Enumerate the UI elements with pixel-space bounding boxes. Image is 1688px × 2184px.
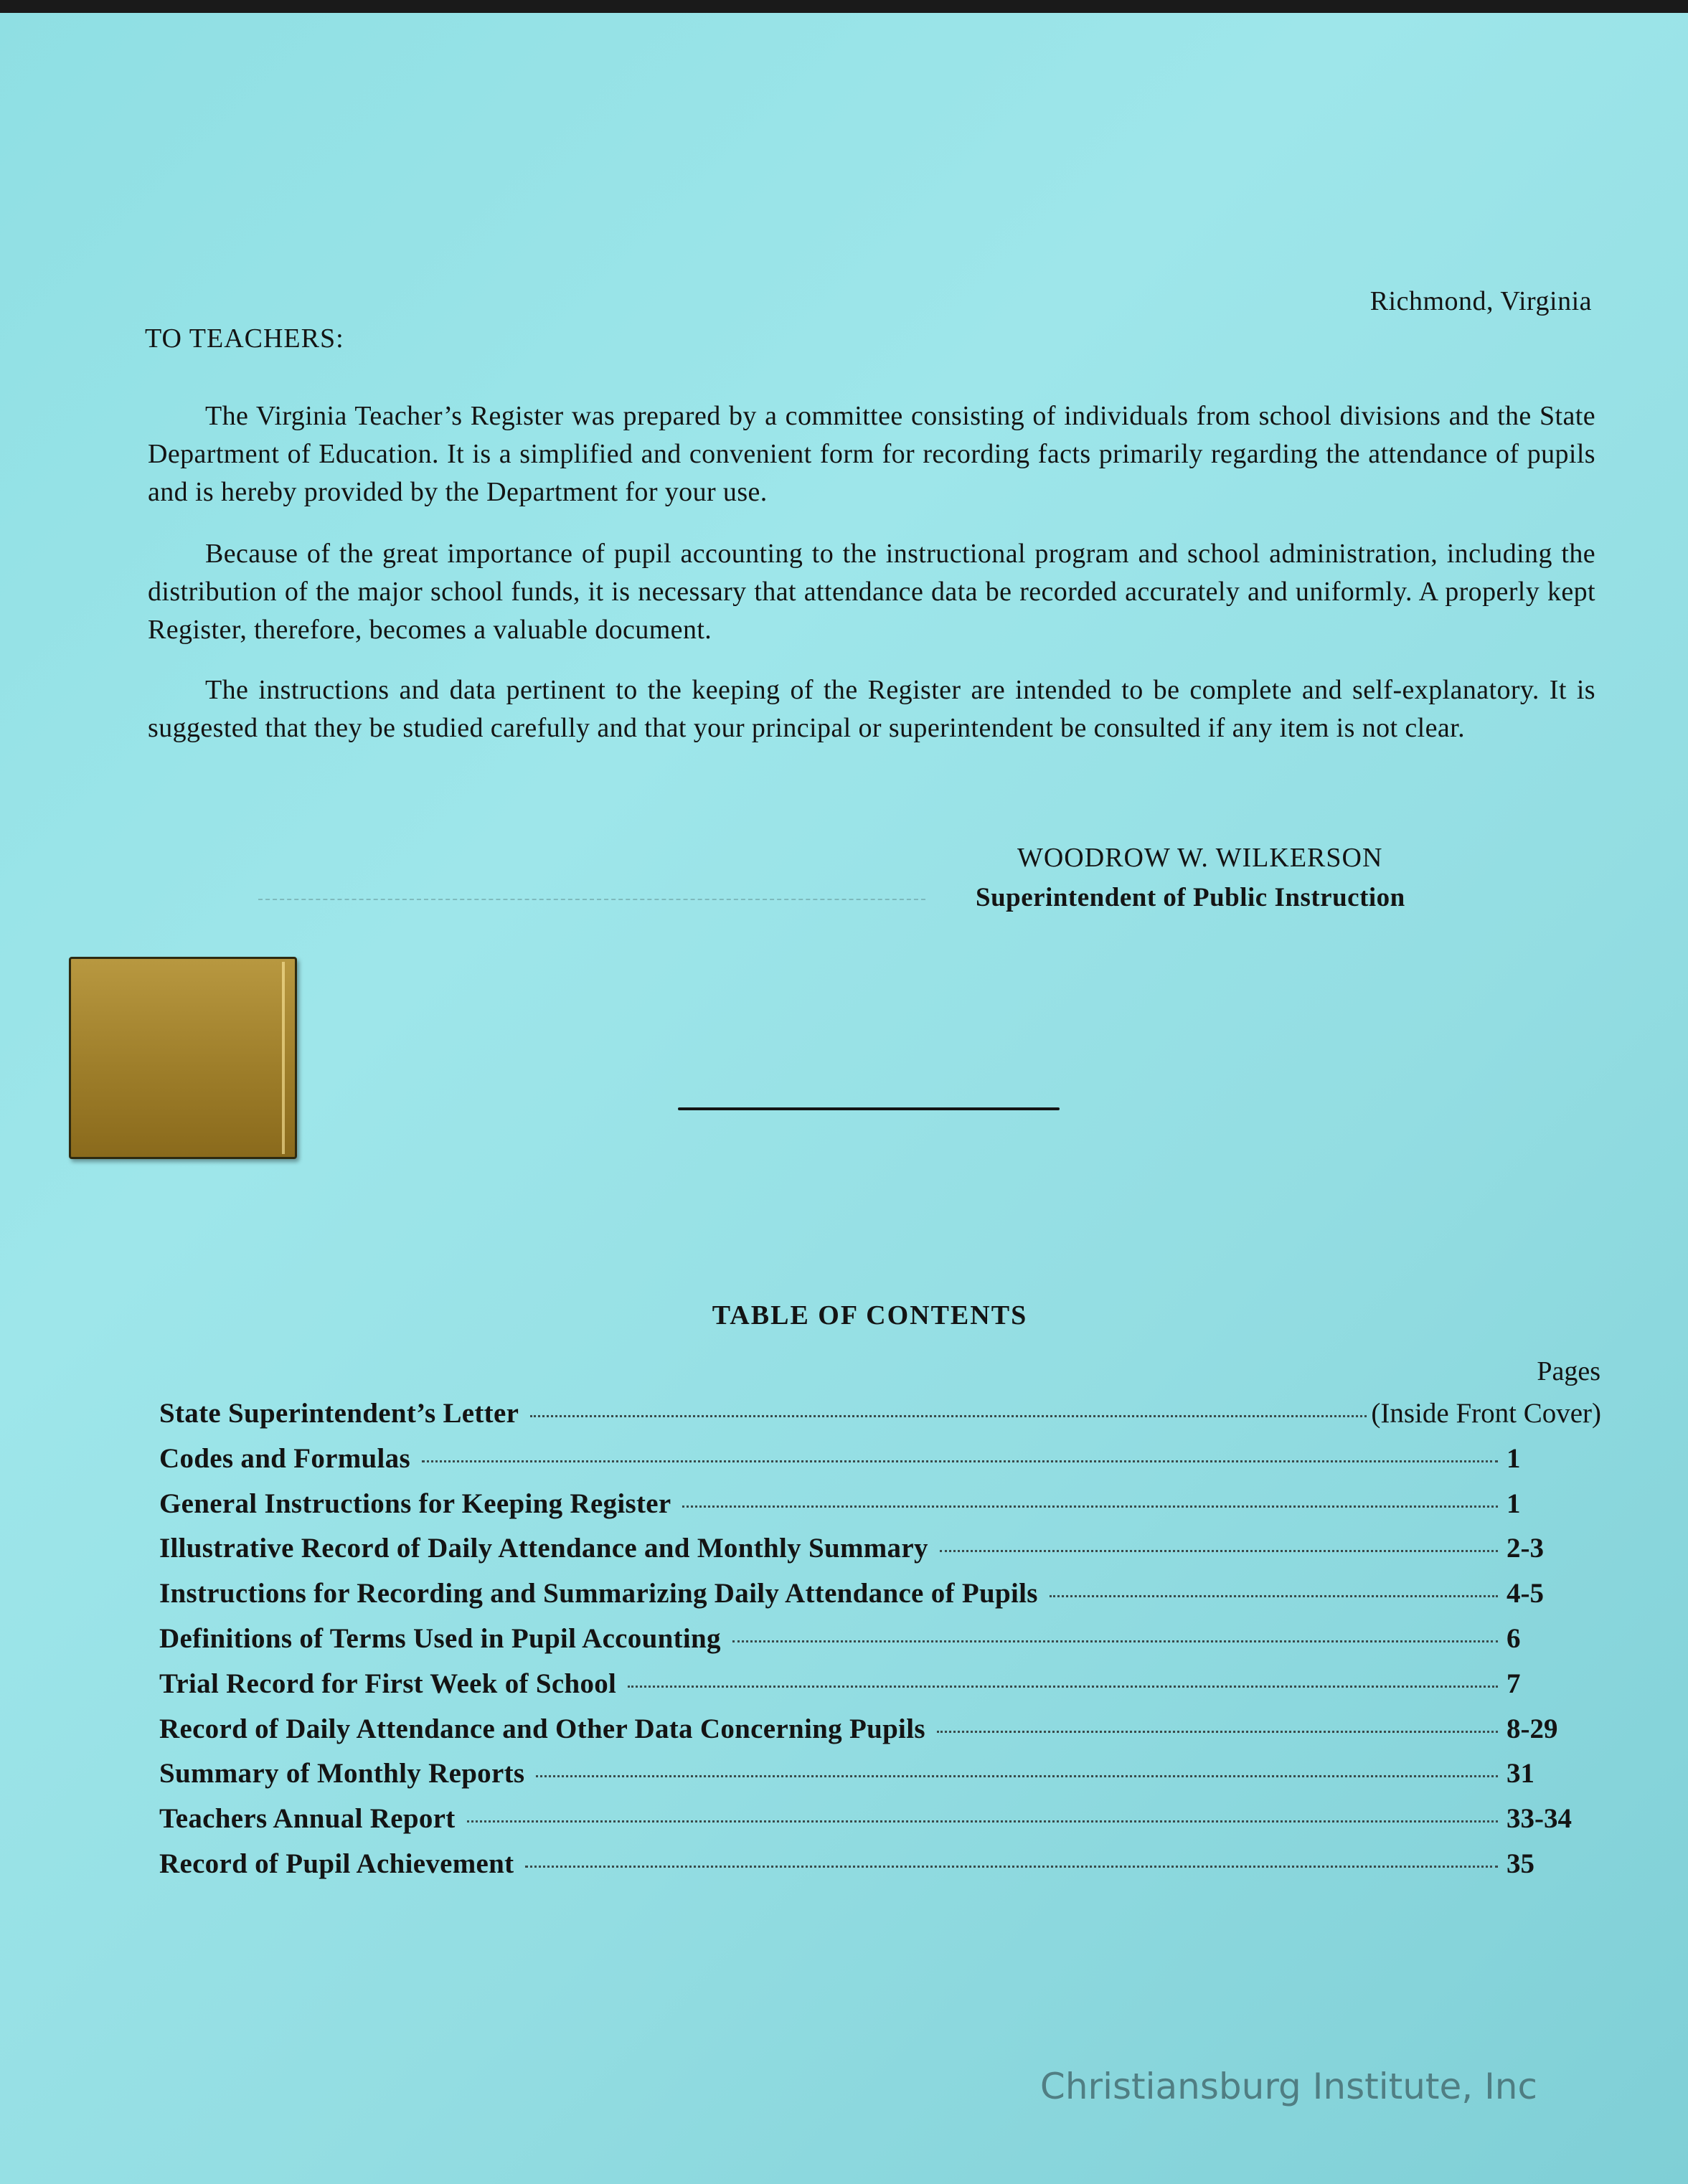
- toc-leader-dots: [682, 1505, 1498, 1508]
- toc-entry-pages: 8-29: [1507, 1713, 1558, 1744]
- toc-entry-label: Codes and Formulas: [159, 1442, 410, 1474]
- toc-entry: [159, 1713, 1601, 1758]
- toc-entry-label: Illustrative Record of Daily Attendance and Monthly Summary: [159, 1533, 928, 1564]
- toc-leader-dots: [530, 1415, 1367, 1417]
- toc-entry-label: Trial Record for First Week of School: [159, 1668, 617, 1699]
- toc-entry-pages: 1: [1507, 1488, 1521, 1519]
- toc-entry-pages: 2-3: [1507, 1533, 1544, 1564]
- index-tab-swatch: [69, 957, 297, 1159]
- archive-watermark: Christiansburg Institute, Inc: [1039, 2066, 1537, 2107]
- letter-place: Richmond, Virginia: [1369, 286, 1592, 316]
- toc-leader-dots: [467, 1820, 1498, 1823]
- toc-entry-label: Record of Pupil Achievement: [159, 1848, 514, 1879]
- signatory-name: WOODROW W. WILKERSON: [1017, 843, 1383, 873]
- toc-entry: [159, 1442, 1601, 1488]
- toc-entry-pages: 6: [1507, 1622, 1521, 1654]
- toc-entry-pages: 1: [1507, 1442, 1521, 1474]
- toc-entry: [159, 1532, 1601, 1577]
- toc-entry-pages: 35: [1507, 1848, 1534, 1879]
- toc-entry-label: Summary of Monthly Reports: [159, 1758, 525, 1790]
- toc-leader-dots: [732, 1640, 1498, 1642]
- toc-leader-dots: [940, 1550, 1498, 1552]
- toc-entry: [159, 1397, 1601, 1442]
- toc-entry-label: Teachers Annual Report: [159, 1803, 456, 1835]
- toc-entry: [159, 1622, 1601, 1668]
- toc-entry: [159, 1577, 1601, 1622]
- toc-entry-pages: 31: [1507, 1758, 1534, 1790]
- toc-title: TABLE OF CONTENTS: [712, 1300, 1028, 1330]
- toc-entry: [159, 1848, 1601, 1893]
- letter-paragraph-1: The Virginia Teacher’s Register was prepared by a committee consisting of individuals from school divisions and the State Department of Education. It is a simplified and convenient form for recording facts primarily regarding the attendance of pupils and is hereby provided by the Department for your use.: [148, 401, 1595, 507]
- letter-salutation: TO TEACHERS:: [145, 323, 344, 354]
- toc-pages-header: Pages: [1537, 1356, 1600, 1386]
- toc-entry-label: Definitions of Terms Used in Pupil Accounting: [159, 1622, 721, 1654]
- toc-entry: [159, 1488, 1601, 1533]
- toc-entry-label: Record of Daily Attendance and Other Data Concerning Pupils: [159, 1713, 925, 1744]
- toc-leader-dots: [525, 1866, 1498, 1868]
- document-page: [0, 13, 1688, 2184]
- toc-leader-dots: [628, 1686, 1498, 1688]
- toc-entry-label: Instructions for Recording and Summarizing Daily Attendance of Pupils: [159, 1578, 1038, 1609]
- signatory-title: Superintendent of Public Instruction: [976, 883, 1405, 912]
- toc-entry-label: General Instructions for Keeping Register: [159, 1488, 671, 1519]
- toc-entry-pages: 7: [1507, 1668, 1521, 1699]
- section-divider: [678, 1107, 1060, 1110]
- toc-leader-dots: [1050, 1595, 1498, 1597]
- toc-leader-dots: [937, 1731, 1498, 1733]
- toc-leader-dots: [536, 1775, 1498, 1777]
- letter-paragraph-2: Because of the great importance of pupil accounting to the instructional program and school administration, including the distribution of the major school funds, it is necessary that attendance data be recorded accurately and uniformly. A properly kept Register, therefore, becomes a valuable document.: [148, 539, 1595, 645]
- letter-paragraph-3: The instructions and data pertinent to the keeping of the Register are intended to be complete and self-explanatory. It is suggested that they be studied carefully and that your principal or superintendent be consulted if any item is not clear.: [148, 675, 1595, 743]
- toc-list: [159, 1397, 1601, 1893]
- toc-entry-pages: 4-5: [1507, 1578, 1544, 1609]
- toc-entry: [159, 1802, 1601, 1848]
- toc-entry-pages: (Inside Front Cover): [1371, 1398, 1601, 1429]
- toc-entry: [159, 1668, 1601, 1713]
- toc-leader-dots: [422, 1460, 1498, 1462]
- faint-rule: [258, 899, 925, 900]
- toc-entry-pages: 33-34: [1507, 1803, 1572, 1835]
- toc-entry: [159, 1757, 1601, 1802]
- toc-entry-label: State Superintendent’s Letter: [159, 1398, 519, 1429]
